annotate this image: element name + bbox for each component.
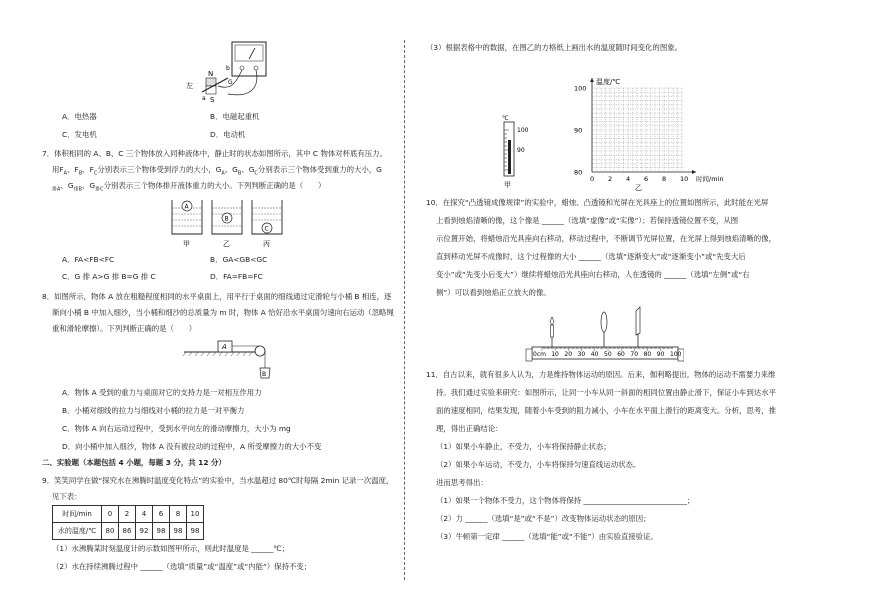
bench-scale-label: 30 (577, 351, 586, 358)
q11-sub1: （1）如果小车静止，不受力，小车将保持静止状态； (436, 442, 611, 451)
table-cell: 6 (153, 506, 170, 523)
table-head-temp: 水的温度/℃ (53, 523, 102, 540)
x-tick-label: 2 (608, 175, 613, 183)
screen (636, 307, 640, 347)
beaker-jia (172, 200, 202, 234)
table-cell: 98 (187, 523, 204, 540)
table-cell: 86 (119, 523, 136, 540)
right-column (426, 0, 870, 615)
left-column (0, 0, 432, 615)
q8-line2: 渐向小桶 B 中加入细沙，当小桶和细沙的总质量为 m 时，物体 A 恰好沿水平桌面匀速向右运动（忽略绳 (52, 308, 394, 317)
q11-line4: 理，得出正确结论： (436, 424, 503, 433)
q7-line3: $_{排A}$、$G_{排B}$、$G_{排C}$分别表示三个物体排开液体重力的大小。下列判断正确的是（ ） (52, 181, 326, 193)
beaker-bing (252, 200, 282, 234)
chart-caption: 乙 (635, 184, 642, 192)
q6-option-d: D．电动机 (210, 130, 246, 139)
q8-option-a: A．物体 A 受到的重力与桌面对它的支持力是一对相互作用力 (62, 388, 262, 397)
fig-label-a: a (202, 95, 206, 102)
thermo-caption: 甲 (504, 181, 511, 189)
x-tick-label: 0 (590, 175, 595, 183)
q9-data-table (52, 505, 204, 540)
lens (601, 312, 607, 347)
q10-line3: 示位置开始，将蜡烛沿光具座向右移动，移动过程中，不断调节光屏位置，在光屏上得到烛焰清晰的像， (436, 234, 776, 243)
optical-bench-figure (524, 305, 684, 363)
q7-option-b: B．GA<GB<GC (210, 255, 268, 264)
table-row (53, 523, 204, 540)
beaker-label-B: B (224, 215, 229, 223)
beaker-caption-bing: 丙 (263, 240, 270, 248)
x-axis-label: 时间/min (696, 175, 724, 183)
table-cell: 98 (170, 523, 187, 540)
q11-think: 进而思考得出： (436, 478, 488, 487)
bench-scale-label: 70 (630, 351, 639, 358)
q7-option-c: C．G 排 A>G 排 B=G 排 C (62, 272, 156, 281)
q8-option-c: C．物体 A 向右运动过程中，受到水平向左的滑动摩擦力，大小为 mg (62, 424, 291, 433)
q8-option-b: B．小桶对细线的拉力与细线对小桶的拉力是一对平衡力 (62, 406, 245, 415)
y-axis-label: 温度/℃ (596, 78, 621, 86)
q10-line4: 直到移动光屏不成像时，这个过程像的大小 ______（选填“逐渐变大”或“逐渐变小”或“先变大后 (436, 252, 746, 261)
table-row (53, 506, 204, 523)
table-cell: 8 (170, 506, 187, 523)
q8-line3: 重和滑轮摩擦）。下列判断正确的是（ ） (52, 324, 197, 333)
bench-scale-label: 10 (551, 351, 559, 358)
y-tick-label: 100 (574, 84, 587, 93)
thermo-unit: ℃ (502, 115, 509, 122)
q7-option-d: D．FA=FB=FC (210, 272, 263, 281)
q9-sub1: （1）水沸腾某时刻温度计的示数如图甲所示，则此时温度是 ______℃； (52, 544, 290, 553)
y-tick-label: 80 (574, 168, 583, 177)
q7-option-a: A．FA<FB<FC (62, 255, 115, 264)
q11-q1: （1）如果一个物体不受力，这个物体将保持 ____________________________； (436, 496, 695, 505)
temperature-time-chart (552, 60, 732, 195)
q8-line1: 8．如图所示，物体 A 放在粗糙程度相同的水平桌面上，用平行于桌面的细线通过定滑轮与小桶 B 相连，逐 (42, 292, 392, 301)
table-head-time: 时间/min (53, 506, 102, 523)
thermo-tick-100: 100 (517, 127, 529, 134)
beaker-caption-yi: 乙 (223, 240, 230, 248)
q9-sub3: （3）根据表格中的数据，在图乙的方格纸上画出水的温度随时间变化的图象。 (426, 43, 682, 52)
q11-q3: （3）牛顿第一定律 ______（选填“能”或“不能”）由实验直接验证。 (436, 532, 658, 541)
thermometer-figure (498, 112, 548, 190)
x-axis-arrow (692, 170, 696, 174)
bench-scale-label: 20 (564, 351, 573, 358)
q7-line1: 7．体积相同的 A、B、C 三个物体放入同种液体中，静止时的状态如图所示，其中 C 物体对杯底有压力。 (42, 149, 387, 158)
bench-scale-label: 40 (590, 351, 599, 358)
q11-line2: 持。我们通过实验来研究：如图所示，让同一小车从同一斜面的相同位置由静止滑下，保证小车到达水平 (436, 388, 776, 397)
beaker-caption-jia: 甲 (183, 240, 190, 248)
candle (551, 317, 554, 347)
q10-line6: 侧”）可以看到烛焰正立放大的像。 (436, 288, 551, 297)
fig-label-b: b (226, 65, 230, 72)
table-cell: 92 (136, 523, 153, 540)
fig-label-N: N (208, 70, 214, 78)
beaker-label-C: C (264, 225, 269, 233)
q10-line1: 10．在探究“凸透镜成像规律”的实验中，蜡烛、凸透镜和光屏在光具座上的位置如图所示，此时能在光屏 (426, 198, 769, 207)
table-cell: 0 (102, 506, 119, 523)
bench-scale-label: 100 (670, 351, 682, 358)
x-tick-label: 10 (680, 175, 689, 183)
table-cell: 4 (136, 506, 153, 523)
column-divider (404, 40, 405, 580)
q6-option-c: C．发电机 (62, 130, 97, 139)
q9-sub2: （2）水在持续沸腾过程中 ______（选填“质量”或“温度”或“内能”）保持不变； (52, 562, 312, 571)
q8-option-d: D．向小桶中加入细沙，物体 A 没有被拉动的过程中，A 所受摩擦力的大小不变 (62, 442, 322, 451)
electromagnet-figure (180, 40, 290, 105)
table-cell: 10 (187, 506, 204, 523)
q11-line3: 面的速度相同，结果发现，随着小车受到的阻力减小，小车在水平面上滑行的距离变大。分析，思考，推 (436, 406, 776, 415)
q10-line5: 变小”或“先变小后变大”）继续将蜡烛沿光具座向右移动，人在透镜的 ______（选填“左侧”或“右 (436, 270, 750, 279)
pulley-fig-B: B (262, 371, 267, 378)
bench-scale-label: 80 (643, 351, 652, 358)
beaker-label-A: A (184, 203, 189, 211)
fig-label-S: S (210, 96, 215, 104)
fig-label-left: 左 (186, 82, 193, 90)
table-cell: 2 (119, 506, 136, 523)
pulley-figure (180, 338, 276, 384)
q6-option-a: A．电热器 (62, 112, 97, 121)
y-tick-label: 90 (574, 126, 583, 135)
y-axis-arrow (590, 78, 594, 82)
q10-line2: 上看到烛焰清晰的像，这个像是 ______（选填“虚像”或“实像”）；若保持透镜位置不变，从图 (436, 216, 739, 225)
section-2-heading: 二、实验题（本题包括 4 小题，每题 3 分，共 12 分） (42, 458, 226, 467)
bench-scale-label: 90 (656, 351, 665, 358)
beakers-figure (168, 196, 288, 252)
pulley-fig-A: A (222, 343, 227, 351)
beaker-yi (212, 200, 242, 234)
bench-scale-label: 50 (604, 351, 612, 358)
q11-q2: （2）力 ______（选填“是”或“不是”）改变物体运动状态的原因； (436, 514, 651, 523)
table-cell: 98 (153, 523, 170, 540)
table-cell: 80 (102, 523, 119, 540)
x-tick-label: 8 (662, 175, 667, 183)
bench-scale-label: 60 (617, 351, 625, 358)
q11-line1: 11．自古以来，就有很多人认为，力是维持物体运动的原因。后来，伽利略提出，物体的运动不需要力来维 (426, 370, 776, 379)
q11-sub2: （2）如果小车运动，不受力，小车将保持匀速直线运动状态。 (436, 460, 641, 469)
x-tick-label: 6 (644, 175, 649, 183)
q9-line2: 见下表： (52, 492, 82, 501)
q6-option-b: B．电磁起重机 (210, 112, 260, 121)
q7-line2: 用$F_A$、$F_B$、$F_C$分别表示三个物体受到浮力的大小，$G_A$、$G_B$、$G_C$分别表示三个物体受到重力的大小，G (52, 165, 382, 177)
bench-scale-label: 0cm (533, 351, 546, 358)
q9-line1: 9．笑笑同学在做“探究水在沸腾时温度变化特点”的实验中，当水温超过 80℃时每隔 2min 记录一次温度， (42, 476, 394, 485)
fig-label-G: G (228, 79, 233, 86)
thermo-tick-90: 90 (517, 147, 525, 154)
x-tick-label: 4 (626, 175, 631, 183)
